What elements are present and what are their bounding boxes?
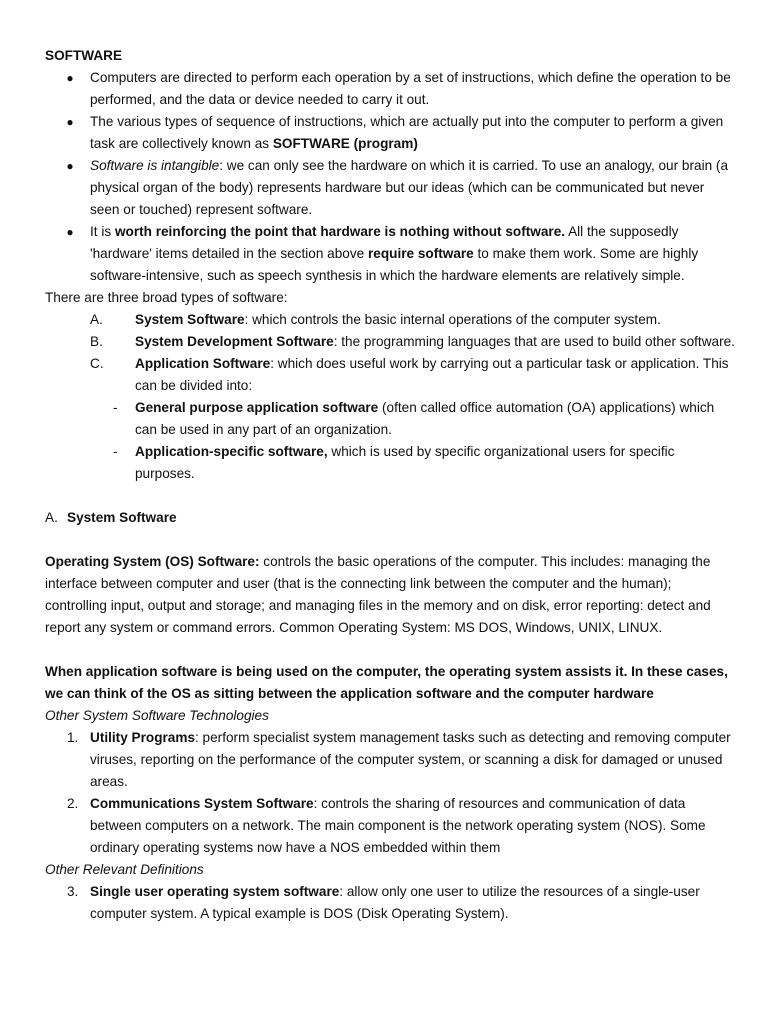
list-item: B. System Development Software: the programming languages that are used to build other software. bbox=[90, 334, 735, 349]
document-page bbox=[45, 45, 735, 925]
bullet-icon: ● bbox=[66, 115, 74, 129]
defs-list bbox=[45, 881, 735, 925]
bold-paragraph: When application software is being used on the computer, the operating system assists it. In these cases, we can think of the OS as sitting between the application software and the computer hardware bbox=[45, 664, 728, 701]
other-tech-heading: Other System Software Technologies bbox=[45, 708, 269, 723]
os-paragraph: Operating System (OS) Software: controls the basic operations of the computer. This includes: managing the interface between computer and user (that is the connecting link between the computer and the human); controlling input, output and storage; and managing files in the memory and on disk, error reporting: detect and report any system or command errors. Common Operating System: MS DOS, Windows, UNIX, LINUX. bbox=[45, 554, 711, 635]
software-types-list bbox=[45, 309, 735, 485]
types-intro: There are three broad types of software: bbox=[45, 290, 288, 305]
list-item: - General purpose application software (often called office automation (OA) applications) which can be used in any part of an organization. bbox=[113, 400, 715, 437]
bullet-item: ● Software is intangible: we can only see the hardware on which it is carried. To use an analogy, our brain (a physical organ of the body) represents hardware but our ideas (which can be communicated but never seen or touched) represent software. bbox=[45, 155, 735, 221]
bullet-item: ● Computers are directed to perform each operation by a set of instructions, which define the operation to be performed, and the data or device needed to carry it out. bbox=[45, 67, 735, 111]
bullet-icon: ● bbox=[66, 159, 74, 173]
list-item: 2. Communications System Software: controls the sharing of resources and communication of data between computers on a network. The main component is the network operating system (NOS). Some ordinary operating systems now have a NOS embedded within them bbox=[67, 796, 706, 855]
section-heading: A. System Software bbox=[45, 510, 177, 525]
intro-bullet-list bbox=[45, 67, 735, 287]
other-defs-heading: Other Relevant Definitions bbox=[45, 862, 204, 877]
list-item: C. Application Software: which does useful work by carrying out a particular task or application. This can be divided into: bbox=[90, 356, 729, 393]
list-item: 3. Single user operating system software: allow only one user to utilize the resources of a single-user computer system. A typical example is DOS (Disk Operating System). bbox=[67, 884, 700, 921]
bullet-icon: ● bbox=[66, 225, 74, 239]
list-item: 1. Utility Programs: perform specialist system management tasks such as detecting and removing computer viruses, reporting on the performance of the computer system, or scanning a disk for damaged or unused areas. bbox=[67, 730, 731, 789]
list-item: A. System Software: which controls the basic internal operations of the computer system. bbox=[90, 312, 661, 327]
tech-list bbox=[45, 727, 735, 859]
bullet-item: ● It is worth reinforcing the point that hardware is nothing without software. All the supposedly 'hardware' items detailed in the section above require software to make them work. Some are highly software-intensive, such as speech synthesis in which the hardware elements are relatively simple. bbox=[45, 221, 735, 287]
doc-title: SOFTWARE bbox=[45, 48, 123, 63]
bullet-item: ● The various types of sequence of instructions, which are actually put into the computer to perform a given task are collectively known as SOFTWARE (program) bbox=[45, 111, 735, 155]
list-item: - Application-specific software, which is used by specific organizational users for specific purposes. bbox=[113, 444, 675, 481]
bullet-icon: ● bbox=[66, 71, 74, 85]
